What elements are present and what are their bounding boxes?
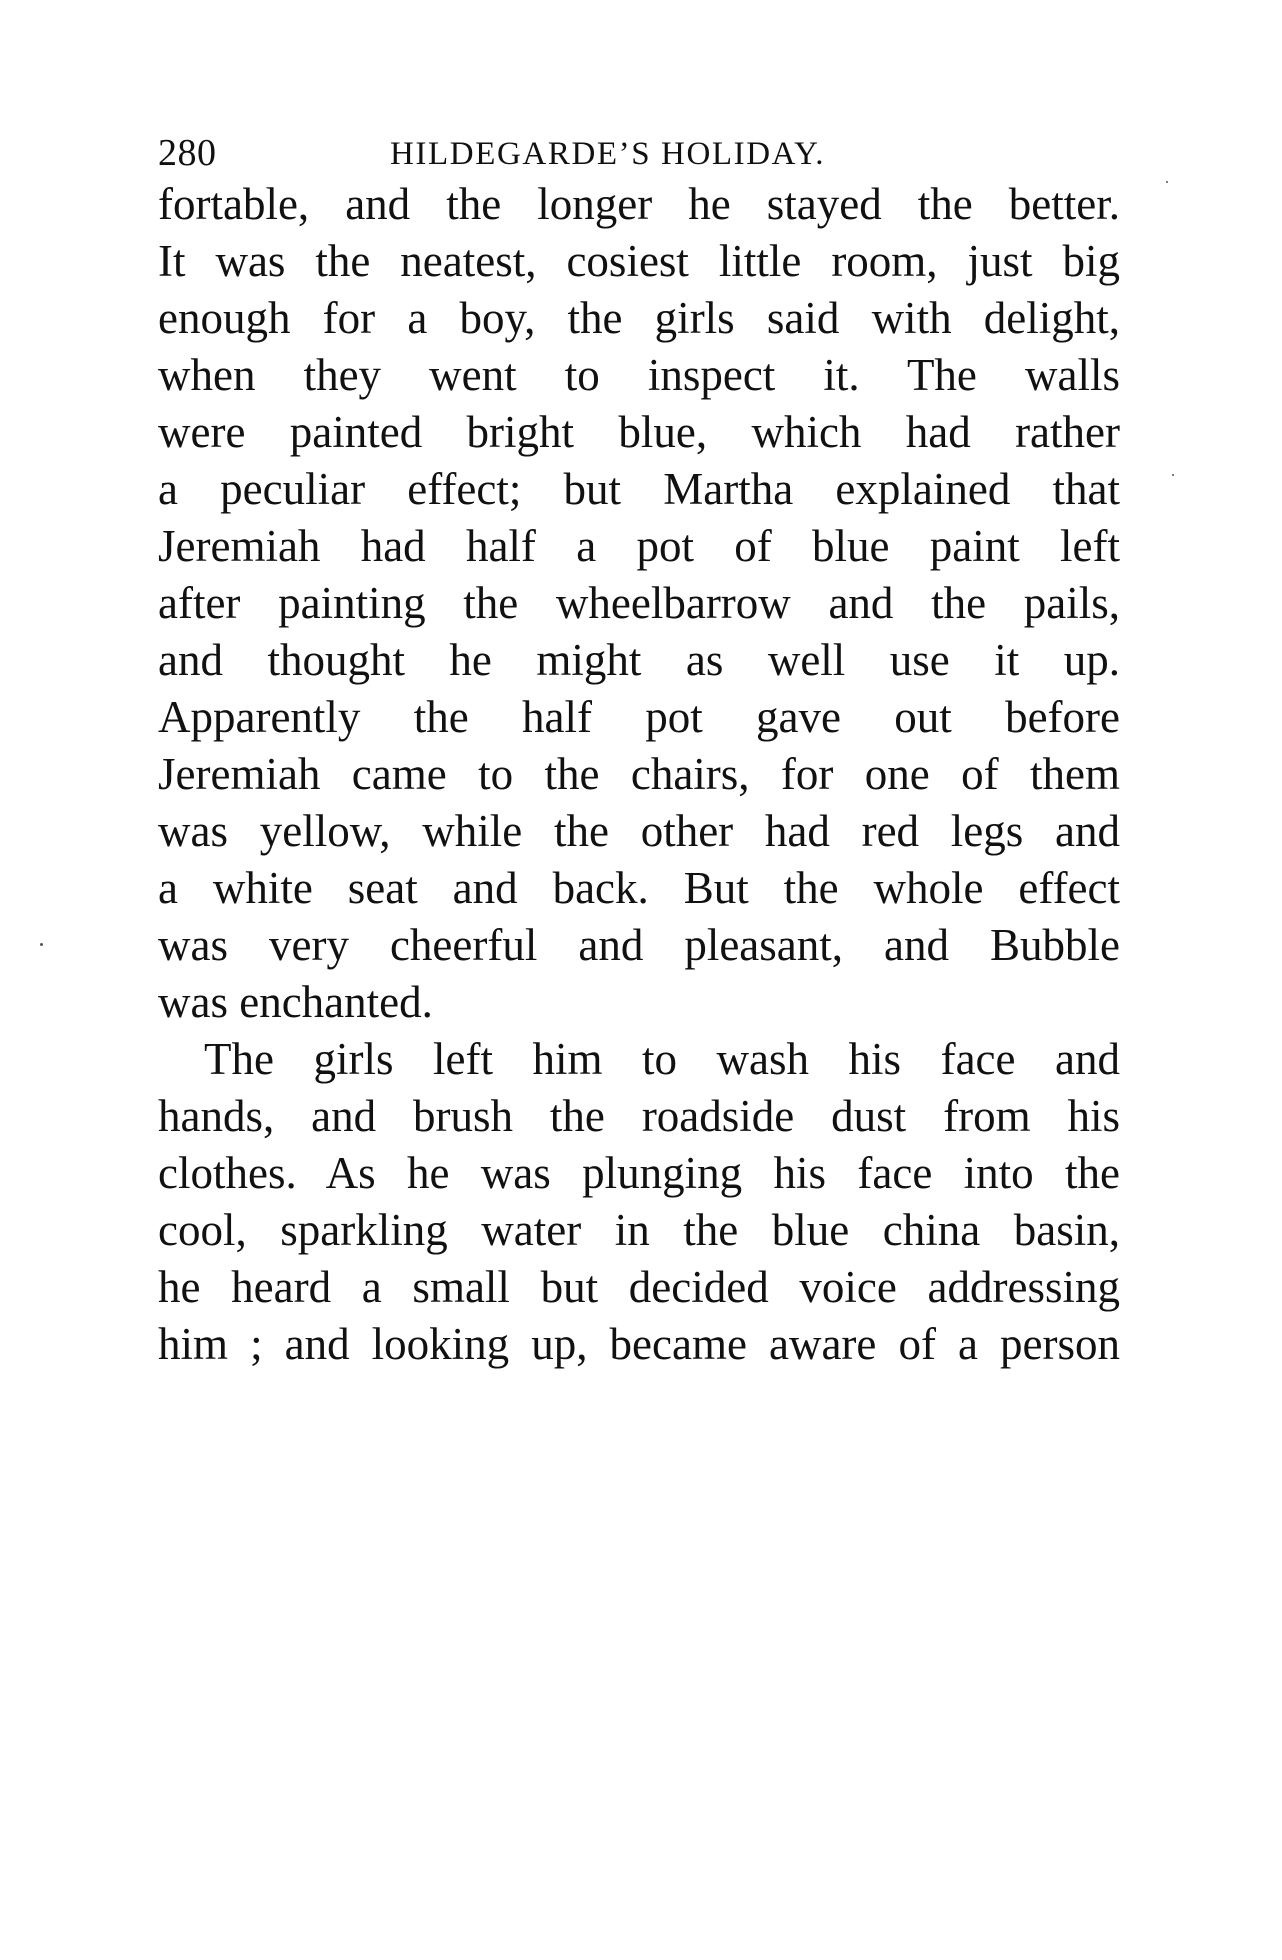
text-line: It was the neatest, cosiest little room, just big [158, 236, 1120, 286]
text-line: fortable, and the longer he stayed the better. [158, 179, 1120, 229]
text-line: a white seat and back. But the whole effect [158, 863, 1120, 913]
text-line: Jeremiah came to the chairs, for one of them [158, 749, 1120, 799]
text-line: The girls left him to wash his face and [204, 1034, 1120, 1084]
paper-speck [40, 943, 43, 946]
text-line: enough for a boy, the girls said with delight, [158, 293, 1120, 343]
text-line: were painted bright blue, which had rather [158, 407, 1120, 457]
text-line: and thought he might as well use it up. [158, 635, 1120, 685]
text-line: clothes. As he was plunging his face into the [158, 1148, 1120, 1198]
running-title: HILDEGARDE’S HOLIDAY. [390, 136, 826, 172]
text-line: Jeremiah had half a pot of blue paint left [158, 521, 1120, 571]
text-line: was enchanted. [158, 977, 433, 1027]
paper-speck [1166, 181, 1168, 183]
paper-speck [1172, 474, 1174, 476]
text-line: a peculiar effect; but Martha explained that [158, 464, 1120, 514]
text-line: Apparently the half pot gave out before [158, 692, 1120, 742]
text-line: after painting the wheelbarrow and the pails, [158, 578, 1120, 628]
text-line: was very cheerful and pleasant, and Bubble [158, 920, 1120, 970]
page-number: 280 [158, 132, 217, 174]
text-line: when they went to inspect it. The walls [158, 350, 1120, 400]
text-line: him ; and looking up, became aware of a person [158, 1319, 1120, 1369]
text-line: cool, sparkling water in the blue china basin, [158, 1205, 1120, 1255]
text-line: hands, and brush the roadside dust from his [158, 1091, 1120, 1141]
text-line: was yellow, while the other had red legs and [158, 806, 1120, 856]
text-line: he heard a small but decided voice addressing [158, 1262, 1120, 1312]
